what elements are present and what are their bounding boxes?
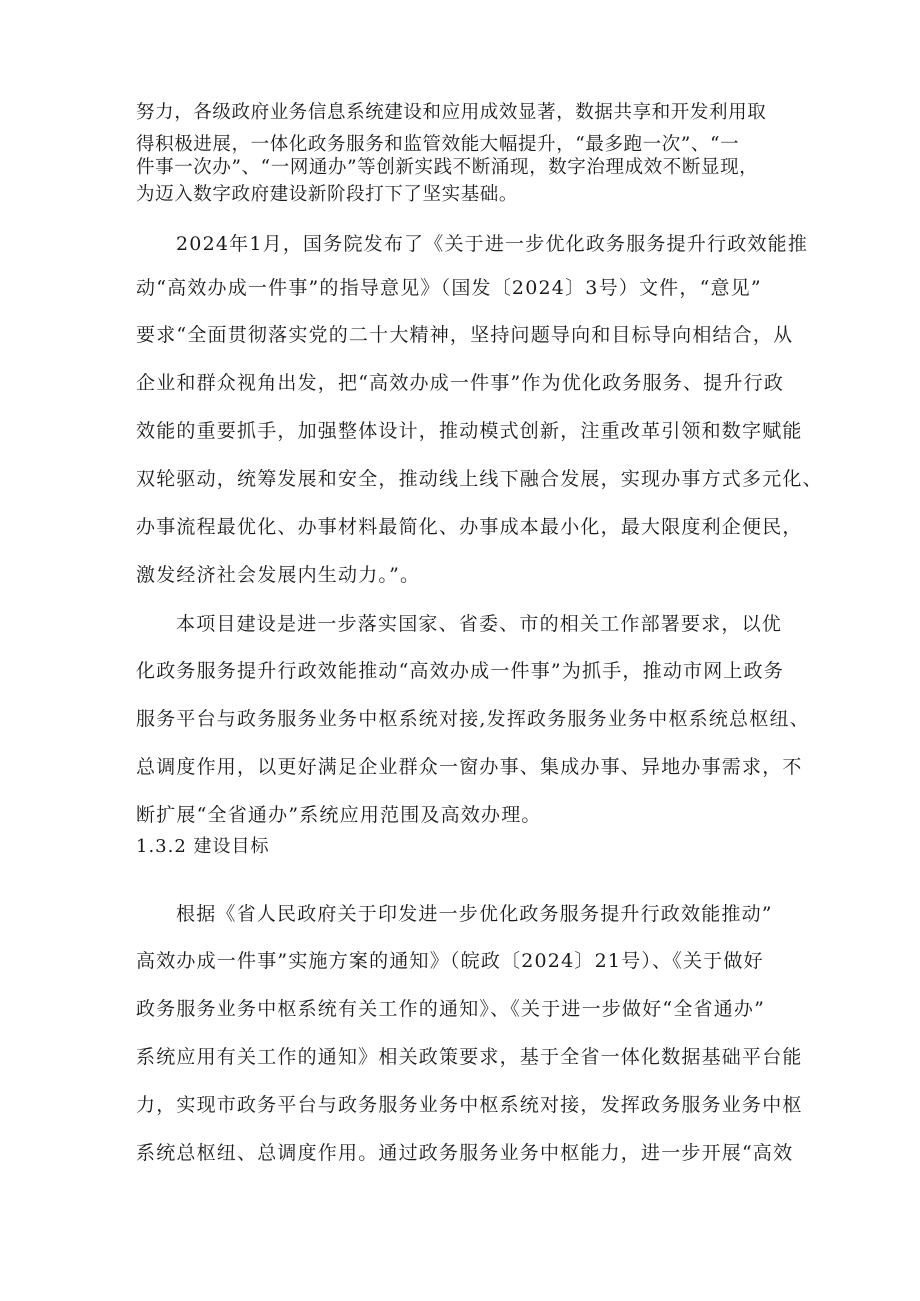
text-line: 为迈入数字政府建设新阶段打下了坚实基础。 <box>136 184 519 205</box>
text-line: 本项目建设是进一步落实国家、省委、市的相关工作部署要求，以优 <box>176 613 783 635</box>
text-line: 服务平台与政务服务业务中枢系统对接,发挥政务服务业务中枢系统总枢纽、 <box>136 708 810 730</box>
text-line: 高效办成一件事”实施方案的通知》（皖政〔2024〕21号）、《关于做好 <box>136 950 764 972</box>
text-line: 要求“全面贯彻落实党的二十大精神，坚持问题导向和目标导向相结合，从 <box>136 324 794 346</box>
text-line: 动“高效办成一件事”的指导意见》（国发〔2024〕3号）文件，“意见” <box>136 277 762 299</box>
text-line: 根据《省人民政府关于印发进一步优化政务服务提升行政效能推动” <box>176 903 773 925</box>
text-line: 化政务服务提升行政效能推动“高效办成一件事”为抓手，推动市网上政务 <box>136 660 785 682</box>
text-line: 企业和群众视角出发，把“高效办成一件事”作为优化政务服务、提升行政 <box>136 372 785 394</box>
text-line: 办事流程最优化、办事材料最简化、办事成本最小化，最大限度利企便民， <box>136 516 803 538</box>
text-line: 效能的重要抓手，加强整体设计，推动模式创新，注重改革引领和数字赋能 <box>136 420 803 442</box>
text-line: 双轮驱动，统筹发展和安全，推动线上线下融合发展，实现办事方式多元化、 <box>136 468 823 490</box>
text-line: 激发经济社会发展内生动力。”。 <box>136 564 421 586</box>
text-line: 努力，各级政府业务信息系统建设和应用成效显著，数据共享和开发利用取 <box>136 102 767 123</box>
text-line: 2024年1月，国务院发布了《关于进一步优化政务服务提升行政效能推 <box>176 233 809 255</box>
text-line: 件事一次办”、“一网通办”等创新实践不断涌现，数字治理成效不断显现， <box>136 157 759 178</box>
text-line: 断扩展“全省通办”系统应用范围及高效办理。 <box>136 804 542 826</box>
text-line: 系统应用有关工作的通知》相关政策要求，基于全省一体化数据基础平台能 <box>136 1046 803 1068</box>
text-line: 得积极进展，一体化政务服务和监管效能大幅提升，“最多跑一次”、“一 <box>136 134 740 155</box>
section-heading: 1.3.2 建设目标 <box>136 836 270 857</box>
text-line: 政务服务业务中枢系统有关工作的通知》、《关于进一步做好“全省通办” <box>136 998 766 1020</box>
text-line: 力，实现市政务平台与政务服务业务中枢系统对接，发挥政务服务业务中枢 <box>136 1094 803 1116</box>
text-line: 总调度作用，以更好满足企业群众一窗办事、集成办事、异地办事需求，不 <box>136 756 803 778</box>
text-line: 系统总枢纽、总调度作用。通过政务服务业务中枢能力，进一步开展“高效 <box>136 1142 794 1164</box>
